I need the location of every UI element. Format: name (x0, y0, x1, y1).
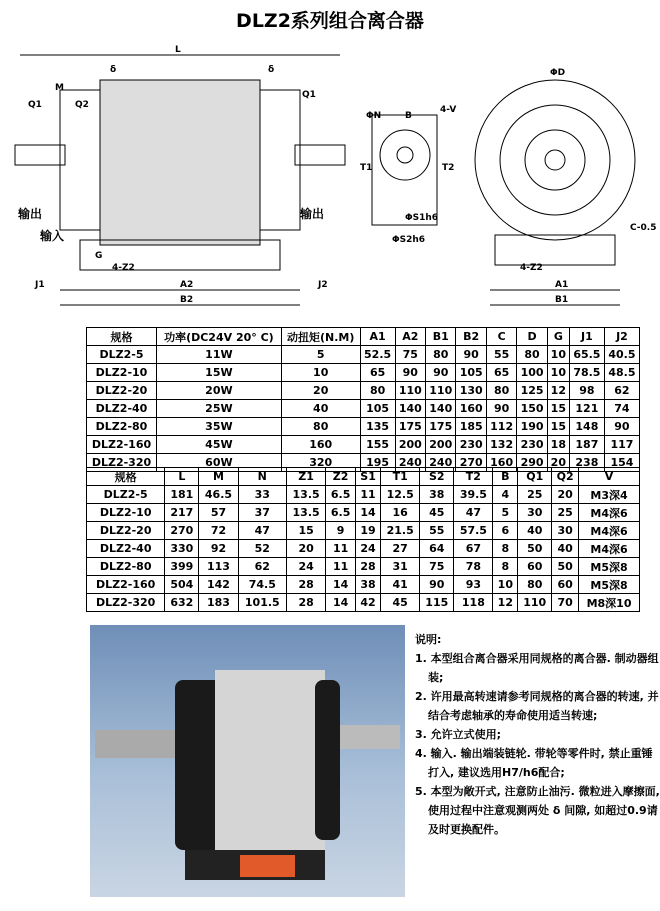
table-cell: DLZ2-160 (87, 576, 165, 594)
column-header: M (199, 468, 238, 486)
table-cell: 11 (326, 558, 356, 576)
label-Q1-right: Q1 (302, 90, 316, 100)
label-B2: B2 (180, 295, 194, 305)
table-cell: 113 (199, 558, 238, 576)
table-cell: 270 (456, 454, 486, 472)
table-row (87, 540, 640, 558)
table-row (87, 382, 640, 400)
column-header: 动扭矩(N.M) (281, 328, 360, 346)
table-cell: 16 (381, 504, 420, 522)
table-cell: M8深10 (579, 594, 640, 612)
table-cell: 45W (157, 436, 282, 454)
table-cell: 50 (552, 558, 579, 576)
table-cell: 92 (199, 540, 238, 558)
column-header: A2 (395, 328, 425, 346)
table-cell: 80 (426, 346, 456, 364)
table-cell: 20 (552, 486, 579, 504)
table-cell: 75 (420, 558, 454, 576)
table-cell: 160 (281, 436, 360, 454)
table-cell: M5深8 (579, 576, 640, 594)
table-cell: 78 (454, 558, 493, 576)
table-cell: 14 (356, 504, 381, 522)
technical-drawing (0, 30, 660, 320)
page-title: DLZ2系列组合离合器 (236, 10, 424, 32)
label-A2: A2 (180, 280, 194, 290)
table-cell: 118 (454, 594, 493, 612)
column-header: B1 (426, 328, 456, 346)
table-cell: 110 (395, 382, 425, 400)
table-row (87, 400, 640, 418)
label-delta-left: δ (110, 65, 117, 75)
note-item: 4. 输入. 输出端装链轮. 带轮等零件时, 禁止重锤打入, 建议选用H7/h6配合; (415, 747, 653, 779)
label-Q2: Q2 (75, 100, 89, 110)
table-cell: 35W (157, 418, 282, 436)
table-cell: DLZ2-80 (87, 558, 165, 576)
table-cell: 20 (547, 454, 569, 472)
table-cell: 65 (486, 364, 516, 382)
table-cell: 47 (238, 522, 286, 540)
table-cell: 101.5 (238, 594, 286, 612)
table-cell: DLZ2-40 (87, 400, 157, 418)
table-cell: 175 (426, 418, 456, 436)
table-cell: 15 (287, 522, 326, 540)
label-Z2-right: 4-Z2 (520, 263, 543, 273)
table-cell: 74.5 (238, 576, 286, 594)
table-cell: M5深8 (579, 558, 640, 576)
table-cell: 12 (493, 594, 518, 612)
table-row (87, 346, 640, 364)
table-cell: 399 (165, 558, 199, 576)
table-cell: 14 (326, 594, 356, 612)
table-cell: 140 (395, 400, 425, 418)
column-header: J1 (569, 328, 604, 346)
table-cell: 10 (547, 364, 569, 382)
table-cell: 100 (517, 364, 547, 382)
table-cell: 13.5 (287, 504, 326, 522)
table-cell: DLZ2-80 (87, 418, 157, 436)
table-cell: 39.5 (454, 486, 493, 504)
label-M: M (55, 83, 64, 93)
notes (415, 630, 660, 839)
label-J2: J2 (318, 280, 328, 290)
column-header: T1 (381, 468, 420, 486)
table-cell: 125 (517, 382, 547, 400)
column-header: 规格 (87, 328, 157, 346)
column-header: S1 (356, 468, 381, 486)
column-header: 功率(DC24V 20° C) (157, 328, 282, 346)
table-cell: 230 (456, 436, 486, 454)
table-cell: 27 (381, 540, 420, 558)
table-cell: 42 (356, 594, 381, 612)
table-cell: 112 (486, 418, 516, 436)
table-cell: 24 (287, 558, 326, 576)
table-row (87, 594, 640, 612)
table-cell: 14 (326, 576, 356, 594)
table-cell: 80 (360, 382, 395, 400)
table-cell: 80 (517, 346, 547, 364)
table-cell: 230 (517, 436, 547, 454)
table-cell: 75 (395, 346, 425, 364)
label-D: ΦD (550, 68, 566, 78)
header-row (87, 328, 640, 346)
table-cell: 90 (604, 418, 639, 436)
table-cell: 31 (381, 558, 420, 576)
table-cell: 41 (381, 576, 420, 594)
label-J1: J1 (35, 280, 45, 290)
label-G: G (95, 251, 103, 261)
table-cell: 200 (395, 436, 425, 454)
label-input: 输入 (40, 229, 65, 243)
note-item: 2. 许用最高转速请参考同规格的离合器的转速, 并结合考虑轴承的寿命使用适当转速; (415, 690, 659, 722)
table-cell: 135 (360, 418, 395, 436)
table-cell: DLZ2-5 (87, 346, 157, 364)
spec-table-1 (86, 327, 640, 472)
table-cell: 20 (281, 382, 360, 400)
table-row (87, 364, 640, 382)
table-cell: 74 (604, 400, 639, 418)
table-cell: 200 (426, 436, 456, 454)
table-cell: 80 (281, 418, 360, 436)
label-T2: T2 (442, 163, 455, 173)
table-cell: 33 (238, 486, 286, 504)
table-cell: 187 (569, 436, 604, 454)
label-output-left: 输出 (18, 207, 43, 221)
column-header: Z2 (326, 468, 356, 486)
column-header: B2 (456, 328, 486, 346)
table-cell: 60 (552, 576, 579, 594)
table-cell: 148 (569, 418, 604, 436)
label-V: 4-V (440, 105, 457, 115)
table-cell: 6.5 (326, 486, 356, 504)
note-item: 5. 本型为敞开式, 注意防止油污. 微粒进入摩擦面, 使用过程中注意观测两处 δ 间隙, 如超过0.9请及时更换配件。 (415, 785, 660, 836)
label-Z2-left: 4-Z2 (112, 263, 135, 273)
label-N: ΦN (366, 111, 382, 121)
table-cell: DLZ2-10 (87, 504, 165, 522)
table-cell: 20 (287, 540, 326, 558)
column-header: A1 (360, 328, 395, 346)
table-cell: 181 (165, 486, 199, 504)
table-cell: 140 (426, 400, 456, 418)
table-cell: M3深4 (579, 486, 640, 504)
table-cell: 5 (493, 504, 518, 522)
table-cell: 10 (547, 346, 569, 364)
label-delta-right: δ (268, 65, 275, 75)
table-cell: 80 (518, 576, 552, 594)
table-row (87, 436, 640, 454)
table-cell: 20W (157, 382, 282, 400)
column-header: B (493, 468, 518, 486)
table-cell: 47 (454, 504, 493, 522)
table-cell: 11 (326, 540, 356, 558)
table-row (87, 418, 640, 436)
table-cell: DLZ2-5 (87, 486, 165, 504)
table-cell: 24 (356, 540, 381, 558)
table-cell: 13.5 (287, 486, 326, 504)
table-cell: 154 (604, 454, 639, 472)
table-cell: 45 (381, 594, 420, 612)
table-cell: 175 (395, 418, 425, 436)
table-cell: 25 (518, 486, 552, 504)
table-cell: 10 (281, 364, 360, 382)
product-photo (90, 625, 405, 897)
table-cell: 67 (454, 540, 493, 558)
table-cell: DLZ2-10 (87, 364, 157, 382)
table-cell: 142 (199, 576, 238, 594)
header-row (87, 468, 640, 486)
note-item: 3. 允许立式使用; (415, 728, 502, 741)
table-cell: 12 (547, 382, 569, 400)
table-cell: 19 (356, 522, 381, 540)
table-cell: 40 (552, 540, 579, 558)
table-cell: 37 (238, 504, 286, 522)
table-cell: 155 (360, 436, 395, 454)
table-cell: 40.5 (604, 346, 639, 364)
table-cell: 40 (281, 400, 360, 418)
table-cell: 240 (395, 454, 425, 472)
table-cell: 150 (517, 400, 547, 418)
label-B: B (405, 111, 412, 121)
table-cell: 15 (547, 400, 569, 418)
table-cell: 190 (517, 418, 547, 436)
label-output-right: 输出 (300, 207, 325, 221)
table-cell: 115 (420, 594, 454, 612)
table-row (87, 576, 640, 594)
table-row (87, 522, 640, 540)
column-header: C (486, 328, 516, 346)
label-T1: T1 (360, 163, 373, 173)
table-cell: 21.5 (381, 522, 420, 540)
table-cell: 72 (199, 522, 238, 540)
table-cell: 64 (420, 540, 454, 558)
table-cell: 48.5 (604, 364, 639, 382)
table-cell: 55 (486, 346, 516, 364)
column-header: N (238, 468, 286, 486)
table-cell: 93 (454, 576, 493, 594)
table-cell: DLZ2-160 (87, 436, 157, 454)
table-cell: 65 (360, 364, 395, 382)
table-cell: 90 (486, 400, 516, 418)
label-S1: ΦS1h6 (405, 213, 439, 223)
label-B1: B1 (555, 295, 569, 305)
table-cell: 28 (287, 576, 326, 594)
table-cell: 6 (493, 522, 518, 540)
label-A1: A1 (555, 280, 569, 290)
table-cell: 290 (517, 454, 547, 472)
column-header: V (579, 468, 640, 486)
column-header: S2 (420, 468, 454, 486)
table-cell: 105 (360, 400, 395, 418)
table-cell: 12.5 (381, 486, 420, 504)
table-cell: 62 (604, 382, 639, 400)
column-header: Q1 (518, 468, 552, 486)
table-cell: 60W (157, 454, 282, 472)
table-cell: 80 (486, 382, 516, 400)
notes-heading: 说明: (415, 633, 442, 646)
table-cell: 18 (547, 436, 569, 454)
table-cell: 38 (356, 576, 381, 594)
table-cell: 183 (199, 594, 238, 612)
table-cell: 195 (360, 454, 395, 472)
table-cell: 65.5 (569, 346, 604, 364)
table-cell: 78.5 (569, 364, 604, 382)
table-cell: 130 (456, 382, 486, 400)
table-cell: 330 (165, 540, 199, 558)
table-cell: 270 (165, 522, 199, 540)
label-L: L (175, 45, 181, 55)
table-cell: DLZ2-320 (87, 594, 165, 612)
table-cell: 11 (356, 486, 381, 504)
label-C: C-0.5 (630, 223, 657, 233)
table-row (87, 504, 640, 522)
note-item: 1. 本型组合离合器采用同规格的离合器. 制动器组装; (415, 652, 659, 684)
table-row (87, 558, 640, 576)
table-cell: 320 (281, 454, 360, 472)
table-cell: 160 (486, 454, 516, 472)
table-cell: 132 (486, 436, 516, 454)
column-header: T2 (454, 468, 493, 486)
table-cell: 121 (569, 400, 604, 418)
table-cell: 8 (493, 540, 518, 558)
column-header: L (165, 468, 199, 486)
table-cell: 4 (493, 486, 518, 504)
table-cell: 70 (552, 594, 579, 612)
table-cell: 117 (604, 436, 639, 454)
table-cell: 90 (456, 346, 486, 364)
table-cell: 28 (287, 594, 326, 612)
table-cell: 5 (281, 346, 360, 364)
table-cell: 30 (518, 504, 552, 522)
table-cell: 15W (157, 364, 282, 382)
column-header: J2 (604, 328, 639, 346)
table-cell: M4深6 (579, 522, 640, 540)
table-cell: 10 (493, 576, 518, 594)
table-row (87, 486, 640, 504)
table-cell: M4深6 (579, 540, 640, 558)
column-header: G (547, 328, 569, 346)
column-header: Q2 (552, 468, 579, 486)
table-cell: 160 (456, 400, 486, 418)
column-header: 规格 (87, 468, 165, 486)
table-cell: 15 (547, 418, 569, 436)
table-cell: 98 (569, 382, 604, 400)
table-cell: 11W (157, 346, 282, 364)
table-cell: 45 (420, 504, 454, 522)
table-cell: 185 (456, 418, 486, 436)
table-cell: 504 (165, 576, 199, 594)
table-cell: 62 (238, 558, 286, 576)
table-cell: 52.5 (360, 346, 395, 364)
table-cell: 632 (165, 594, 199, 612)
table-cell: 217 (165, 504, 199, 522)
table-cell: DLZ2-20 (87, 382, 157, 400)
table-cell: 110 (518, 594, 552, 612)
table-cell: 8 (493, 558, 518, 576)
table-cell: 25W (157, 400, 282, 418)
spec-table-2 (86, 467, 640, 612)
table-cell: 6.5 (326, 504, 356, 522)
table-cell: 105 (456, 364, 486, 382)
table-cell: 38 (420, 486, 454, 504)
table-cell: 50 (518, 540, 552, 558)
table-cell: 240 (426, 454, 456, 472)
table-cell: 110 (426, 382, 456, 400)
table-cell: 46.5 (199, 486, 238, 504)
column-header: D (517, 328, 547, 346)
column-header: Z1 (287, 468, 326, 486)
table-cell: 90 (426, 364, 456, 382)
table-cell: 30 (552, 522, 579, 540)
table-cell: 55 (420, 522, 454, 540)
table-cell: 60 (518, 558, 552, 576)
label-Q1-left: Q1 (28, 100, 42, 110)
table-cell: DLZ2-320 (87, 454, 157, 472)
table-cell: M4深6 (579, 504, 640, 522)
table-cell: 238 (569, 454, 604, 472)
table-cell: 25 (552, 504, 579, 522)
table-cell: 57 (199, 504, 238, 522)
table-cell: 90 (420, 576, 454, 594)
table-cell: 9 (326, 522, 356, 540)
table-cell: DLZ2-40 (87, 540, 165, 558)
table-cell: 28 (356, 558, 381, 576)
table-cell: 40 (518, 522, 552, 540)
label-S2: ΦS2h6 (392, 235, 426, 245)
table-cell: 90 (395, 364, 425, 382)
table-cell: DLZ2-20 (87, 522, 165, 540)
table-cell: 57.5 (454, 522, 493, 540)
table-cell: 52 (238, 540, 286, 558)
